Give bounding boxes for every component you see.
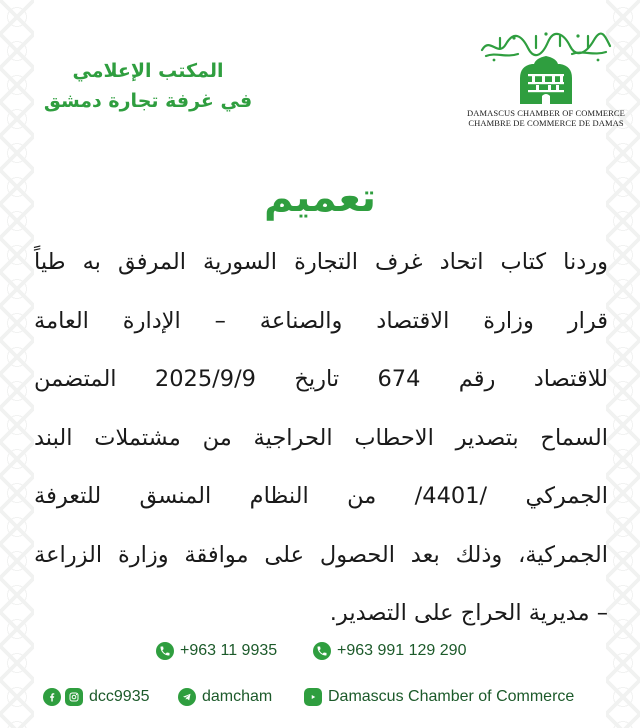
- telegram-icon: [178, 688, 196, 706]
- telegram-handle: damcham: [202, 688, 273, 705]
- press-office-line-1: المكتب الإعلامي: [72, 60, 224, 82]
- chamber-logo: [466, 28, 626, 128]
- body-line-3: للاقتصاد رقم 674 تاريخ 2025/9/9 المتضمن: [34, 366, 608, 392]
- logo-french-name: CHAMBRE DE COMMERCE DE DAMAS: [468, 118, 624, 128]
- press-office-line-2: في غرفة تجارة دمشق: [43, 90, 253, 112]
- press-office-heading: [28, 56, 268, 116]
- footer-social: [0, 683, 640, 711]
- youtube-channel: Damascus Chamber of Commerce: [328, 688, 575, 705]
- body-line-7: – مديرية الحراج على التصدير.: [329, 600, 608, 626]
- body-line-4: السماح بتصدير الاحطاب الحراجية من مشتملات البند: [34, 424, 608, 451]
- facebook-icon[interactable]: [43, 688, 61, 706]
- phone-contact-2[interactable]: [313, 637, 466, 665]
- phone-number-1: +963 11 9935: [180, 642, 278, 659]
- instagram-icon[interactable]: [65, 688, 83, 706]
- phone-number-2: +963 991 129 290: [337, 642, 467, 659]
- facebook-instagram-handle: dcc9935: [89, 688, 150, 705]
- facebook-instagram-contact[interactable]: [43, 683, 150, 711]
- youtube-contact[interactable]: [304, 683, 574, 711]
- document-body: [34, 236, 608, 646]
- phone-icon: [156, 642, 174, 660]
- telegram-contact[interactable]: [178, 683, 272, 711]
- document-title: تعميم: [263, 175, 377, 221]
- logo-english-name: DAMASCUS CHAMBER OF COMMERCE: [467, 108, 625, 118]
- phone-contact-1[interactable]: [156, 637, 277, 665]
- body-line-2: قرار وزارة الاقتصاد والصناعة – الإدارة العامة: [34, 307, 608, 334]
- chamber-emblem-icon: [476, 28, 616, 108]
- body-line-5: الجمركي /4401/ من النظام المنسق للتعرفة: [34, 483, 608, 509]
- phone-icon: [313, 642, 331, 660]
- footer-phones: [0, 637, 640, 665]
- body-line-6: الجمركية، وذلك بعد الحصول على موافقة وزارة الزراعة: [34, 541, 608, 568]
- body-line-1: وردنا كتاب اتحاد غرف التجارة السورية المرفق به طياً: [34, 249, 608, 275]
- youtube-icon: [304, 688, 322, 706]
